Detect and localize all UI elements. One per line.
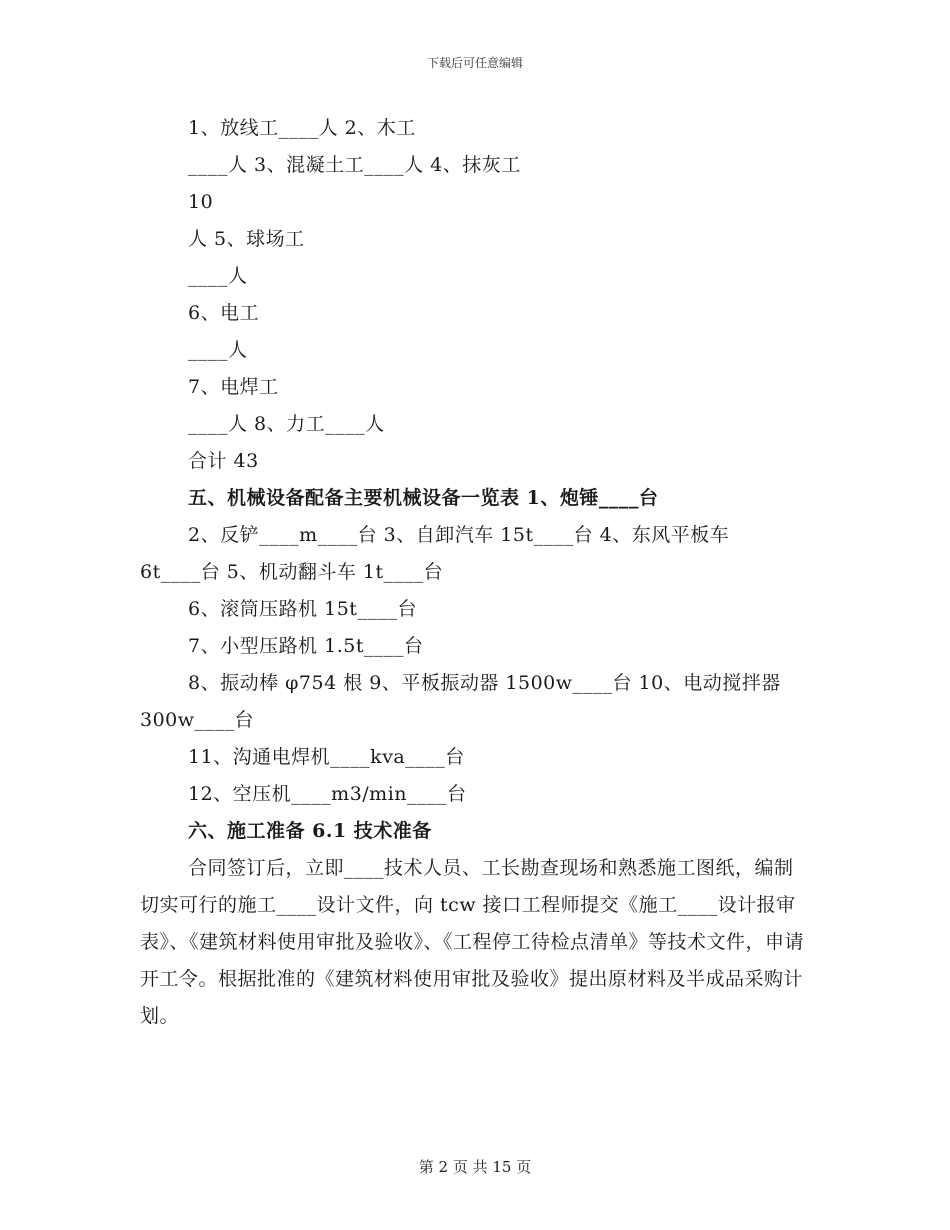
text-line: 11、沟通电焊机____kva____台	[188, 746, 465, 768]
text-line: 6、电工	[188, 302, 260, 324]
text-line: 6、滚筒压路机 15t____台	[188, 598, 417, 620]
text-line: 1、放线工____人 2、木工	[188, 117, 416, 139]
text-line: ____人	[188, 265, 248, 287]
section-heading-preparation: 六、施工准备 6.1 技术准备	[188, 820, 432, 842]
text-line: 12、空压机____m3/min____台	[188, 783, 467, 805]
text-line: ____人 3、混凝土工____人 4、抹灰工	[188, 154, 521, 176]
document-body	[140, 110, 812, 1035]
text-line: 人 5、球场工	[188, 228, 305, 250]
text-line: 300w____台	[140, 709, 255, 731]
section-heading-machinery: 五、机械设备配备主要机械设备一览表 1、炮锤____台	[188, 487, 659, 509]
header-note: 下载后可任意编辑	[426, 56, 523, 70]
text-line: ____人	[188, 339, 248, 361]
text-line: 合计 43	[188, 450, 259, 472]
text-line: ____人 8、力工____人	[188, 413, 385, 435]
text-line: 7、小型压路机 1.5t____台	[188, 635, 424, 657]
text-line: 7、电焊工	[188, 376, 279, 398]
text-line: 8、振动棒 φ754 根 9、平板振动器 1500w____台 10、电动搅拌器	[188, 672, 781, 694]
page-number: 第 2 页 共 15 页	[418, 1158, 532, 1176]
text-line: 10	[188, 191, 214, 213]
text-line: 6t____台 5、机动翻斗车 1t____台	[140, 561, 444, 583]
text-line: 2、反铲____m____台 3、自卸汽车 15t____台 4、东风平板车	[188, 524, 730, 546]
paragraph-technical-preparation: 合同签订后，立即____技术人员、工长勘查现场和熟悉施工图纸，编制切实可行的施工____设计文件，向 tcw 接口工程师提交《施工____设计报审表》、《建筑材料使用审批及验收》、《工程停工待检点清单》等技术文件，申请开工令。根据批准的《建筑材料使用审批及验收》提出原材料及半成品采购计划。	[140, 857, 805, 1027]
